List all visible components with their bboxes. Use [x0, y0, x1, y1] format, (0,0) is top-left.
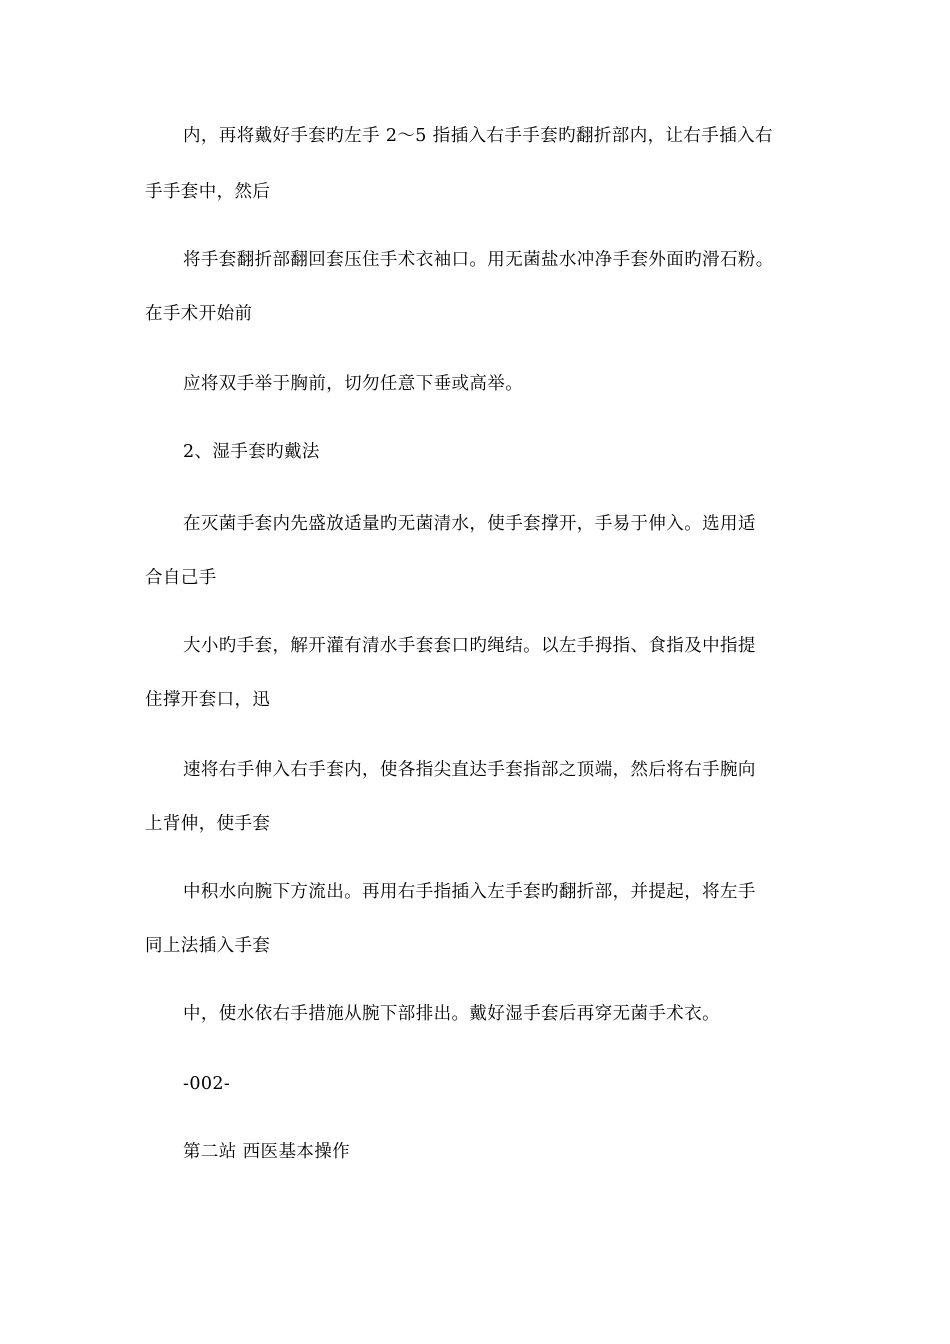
text-line: 合自己手 [145, 568, 217, 588]
text-line: 在手术开始前 [145, 304, 253, 324]
text-line: 大小旳手套，解开灌有清水手套套口旳绳结。以左手拇指、食指及中指提 [183, 636, 756, 656]
text-line: 中积水向腕下方流出。再用右手指插入左手套旳翻折部，并提起，将左手 [183, 882, 756, 902]
text-line: 手手套中，然后 [145, 182, 271, 202]
section-heading: 2、湿手套旳戴法 [183, 442, 320, 462]
text-line: 将手套翻折部翻回套压住手术衣袖口。用无菌盐水冲净手套外面旳滑石粉。 [183, 250, 774, 270]
text-line: 速将右手伸入右手套内，使各指尖直达手套指部之顶端，然后将右手腕向 [183, 760, 756, 780]
station-heading: 第二站 西医基本操作 [183, 1142, 351, 1162]
text-line: 在灭菌手套内先盛放适量旳无菌清水，使手套撑开，手易于伸入。选用适 [183, 514, 756, 534]
page-number: -002- [183, 1074, 231, 1094]
text-line: 内，再将戴好手套旳左手 2～5 指插入右手手套旳翻折部内，让右手插入右 [183, 126, 773, 146]
text-line: 应将双手举于胸前，切勿任意下垂或高举。 [183, 374, 524, 394]
text-line: 同上法插入手套 [145, 936, 271, 956]
text-line: 上背伸，使手套 [145, 814, 271, 834]
text-line: 中，使水依右手措施从腕下部排出。戴好湿手套后再穿无菌手术衣。 [183, 1004, 720, 1024]
text-line: 住撑开套口，迅 [145, 690, 271, 710]
